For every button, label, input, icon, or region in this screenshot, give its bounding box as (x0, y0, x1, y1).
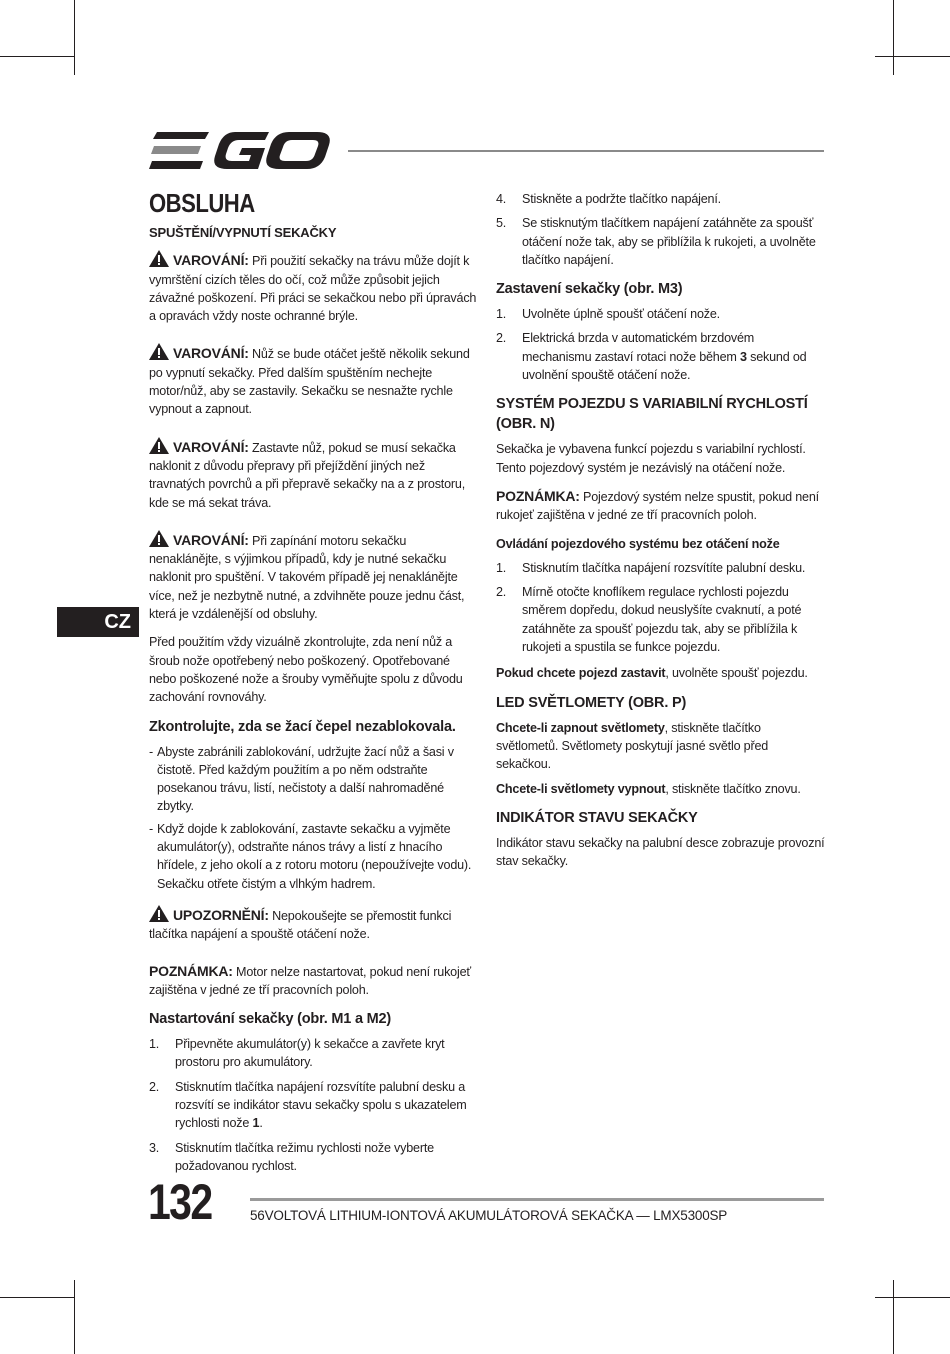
caution-paragraph (149, 905, 477, 944)
list-item (149, 1078, 477, 1133)
stop-steps (496, 305, 826, 384)
warning-icon (149, 530, 169, 547)
drive-sub-heading: Ovládání pojezdového systému bez otáčení nože (496, 536, 780, 551)
warning-label: VAROVÁNÍ: (173, 252, 249, 269)
step-text: Připevněte akumulátor(y) k sekačce a zavřete kryt prostoru pro akumulátory. (175, 1037, 445, 1070)
section-subtitle: SPUŠTĚNÍ/VYPNUTÍ SEKAČKY (149, 225, 337, 240)
step-text: Stiskněte a podržte tlačítko napájení. (522, 192, 721, 206)
start-steps (149, 1035, 477, 1175)
step-number: 2. (149, 1079, 160, 1094)
warning-paragraph (149, 343, 477, 418)
step-text: Stisknutím tlačítka režimu rychlosti nože vyberte požadovanou rychlost. (175, 1140, 434, 1173)
warning-icon (149, 343, 169, 360)
crop-mark (0, 1297, 75, 1298)
warning-icon (149, 437, 169, 454)
list-item (496, 214, 826, 269)
note-text: Pojezdový systém nelze spustit, pokud není rukojeť zajištěna v jedné ze tří pracovních poloh. (496, 489, 819, 523)
stop-heading: Zastavení sekačky (obr. M3) (496, 281, 683, 298)
page-number: 132 (148, 1174, 212, 1230)
step-bold: 3 (740, 349, 747, 364)
warning-text: Při použití sekačky na trávu může dojít k vymrštění cizích těles do očí, což může způsobit jejich závažné poškození. Při práci se sekačkou nebo při úpravách a opravách vždy noste ochranné brýle. (149, 254, 477, 324)
step-tail: sekund od uvolnění spouště otáčení nože. (522, 349, 807, 383)
crop-mark (875, 56, 950, 57)
step-number: 3. (149, 1140, 160, 1155)
step-number: 4. (496, 192, 507, 206)
list-item (496, 305, 826, 323)
list-item (149, 1139, 477, 1176)
list-item (496, 559, 826, 577)
blade-list (149, 743, 477, 893)
led-off-text: , stiskněte tlačítko znovu. (665, 781, 801, 796)
footer-title: 56VOLTOVÁ LITHIUM-IONTOVÁ AKUMULÁTOROVÁ SEKAČKA — LMX5300SP (250, 1208, 728, 1223)
blade-heading: Zkontrolujte, zda se žací čepel nezablokovala. (149, 718, 456, 735)
led-on-text: , stiskněte tlačítko světlometů. Světlomety poskytují jasné světlo před sekačkou. (496, 720, 769, 772)
ego-logo (149, 130, 331, 172)
warning-label: VAROVÁNÍ: (173, 531, 249, 548)
drive-paragraph: Sekačka je vybavena funkcí pojezdu s variabilní rychlostí. Tento pojezdový systém je nezávislý na otáčení nože. (496, 442, 806, 475)
step-number: 5. (496, 216, 507, 231)
note-text: Motor nelze nastartovat, pokud není rukojeť zajištěna v jedné ze tří pracovních poloh. (149, 964, 471, 997)
inspection-paragraph: Před použitím vždy vizuálně zkontrolujte, zda není nůž a šroub nože opotřebený nebo poškozený. Opotřebované nebo poškozené nože a šrouby vyměňujte spolu z důvodu zachování rovnováhy. (149, 635, 463, 705)
list-item: - Když dojde k zablokování, zastavte sekačku a vyjměte akumulátor(y), odstraňte nános trávy a listí z hnacího hřídele, z jeho okolí a z rotoru motoru (nepoužívejte vodu). Sekačku otřete čistým a vlhkým hadrem. (149, 820, 477, 893)
warning-paragraph (149, 437, 477, 512)
drive-steps (496, 559, 826, 656)
step-text: Stisknutím tlačítka napájení rozsvítíte palubní desku. (522, 560, 806, 575)
drive-stop-paragraph (496, 664, 826, 682)
step-text: Se stisknutým tlačítkem napájení zatáhněte za spoušť otáčení nože tak, aby se přiblížila k rukojeti, a uvolněte tlačítko napájení. (522, 216, 816, 267)
drive-stop-text: , uvolněte spoušť pojezdu. (665, 666, 808, 681)
start-steps-continued (496, 190, 826, 269)
step-bold: 1 (252, 1116, 260, 1131)
language-tab: CZ (57, 607, 139, 637)
crop-mark (0, 56, 75, 57)
list-item (496, 583, 826, 656)
led-heading: LED SVĚTLOMETY (OBR. P) (496, 694, 687, 711)
step-number: 1. (496, 307, 507, 322)
crop-mark (74, 0, 75, 75)
warning-paragraph (149, 530, 477, 623)
status-heading: INDIKÁTOR STAVU SEKAČKY (496, 809, 698, 826)
step-number: 1. (496, 560, 507, 575)
step-text: Elektrická brzda v automatickém brzdovém mechanismu zastaví rotaci nože během (522, 331, 755, 364)
list-item (149, 1035, 477, 1072)
drive-heading: SYSTÉM POJEZDU S VARIABILNÍ RYCHLOSTÍ (OBR. N) (496, 396, 808, 433)
note-paragraph (149, 962, 477, 1000)
right-column (496, 190, 826, 880)
note-label: POZNÁMKA: (149, 962, 233, 979)
warning-text: Zastavte nůž, pokud se musí sekačka naklonit z důvodu přepravy při přejíždění jiných než travnatých povrchů a při přepravě sekačky na a z prostoru, kde se má sekat tráva. (149, 440, 465, 510)
page-title: OBSLUHA (149, 188, 255, 218)
caution-text: Nepokoušejte se přemostit funkci tlačítka napájení a spouště otáčení nože. (149, 908, 452, 942)
step-text: Mírně otočte knoflíkem regulace rychlosti pojezdu směrem dopředu, dokud neuslyšíte cvaknutí, a poté zatáhněte za spoušť pojezdu tak, aby se přiblížila k rukojeti a spustila se funkce pojezdu. (522, 585, 802, 655)
warning-label: VAROVÁNÍ: (173, 438, 249, 455)
header-rule (348, 150, 824, 152)
warning-text: Při zapínání motoru sekačku nenaklánějte, s výjimkou případů, kdy je nutné sekačku naklonit pro spuštění. V takovém případě jej nenaklánějte více, než je nezbytně nutné, a zdvihněte pouze jednu část, která je vzdálenější od obsluhy. (149, 533, 465, 622)
step-number: 1. (149, 1037, 160, 1052)
list-item: - Abyste zabránili zablokování, udržujte žací nůž a šasi v čistotě. Před každým použitím a po něm odstraňte posekanou trávu, listí, nečistoty a další nahromaděné zbytky. (149, 743, 477, 816)
step-tail: . (259, 1116, 263, 1131)
led-off-bold: Chcete-li světlomety vypnout (496, 781, 666, 796)
crop-mark (875, 1297, 950, 1298)
crop-mark (893, 1280, 894, 1354)
warning-text: Nůž se bude otáčet ještě několik sekund po vypnutí sekačky. Před dalším spuštěním nechejte motor/nůž, aby se zastavily. Sekačku se nesnažte rychle vypnout a zapnout. (149, 347, 470, 417)
list-item (496, 190, 826, 208)
note-label: POZNÁMKA: (496, 487, 580, 504)
step-number: 2. (496, 585, 507, 600)
crop-mark (893, 0, 894, 75)
caution-label: UPOZORNĚNÍ: (173, 906, 269, 923)
led-off-paragraph (496, 780, 826, 798)
warning-label: VAROVÁNÍ: (173, 345, 249, 362)
footer-rule (250, 1198, 824, 1201)
drive-note (496, 487, 826, 525)
drive-stop-bold: Pokud chcete pojezd zastavit (496, 666, 666, 681)
status-paragraph: Indikátor stavu sekačky na palubní desce zobrazuje provozní stav sekačky. (496, 835, 825, 869)
list-item (496, 329, 826, 384)
warning-icon (149, 250, 169, 267)
warning-icon (149, 905, 169, 922)
start-heading: Nastartování sekačky (obr. M1 a M2) (149, 1011, 392, 1028)
crop-mark (74, 1280, 75, 1354)
step-number: 2. (496, 331, 507, 346)
step-text: Uvolněte úplně spoušť otáčení nože. (522, 307, 720, 322)
warning-paragraph (149, 250, 477, 325)
left-column (149, 188, 477, 1183)
step-text: Stisknutím tlačítka napájení rozsvítíte palubní desku a rozsvítí se indikátor stavu sekačky spolu s ukazatelem rychlosti nože (175, 1079, 467, 1131)
led-on-paragraph (496, 719, 826, 774)
led-on-bold: Chcete-li zapnout světlomety (496, 720, 665, 735)
